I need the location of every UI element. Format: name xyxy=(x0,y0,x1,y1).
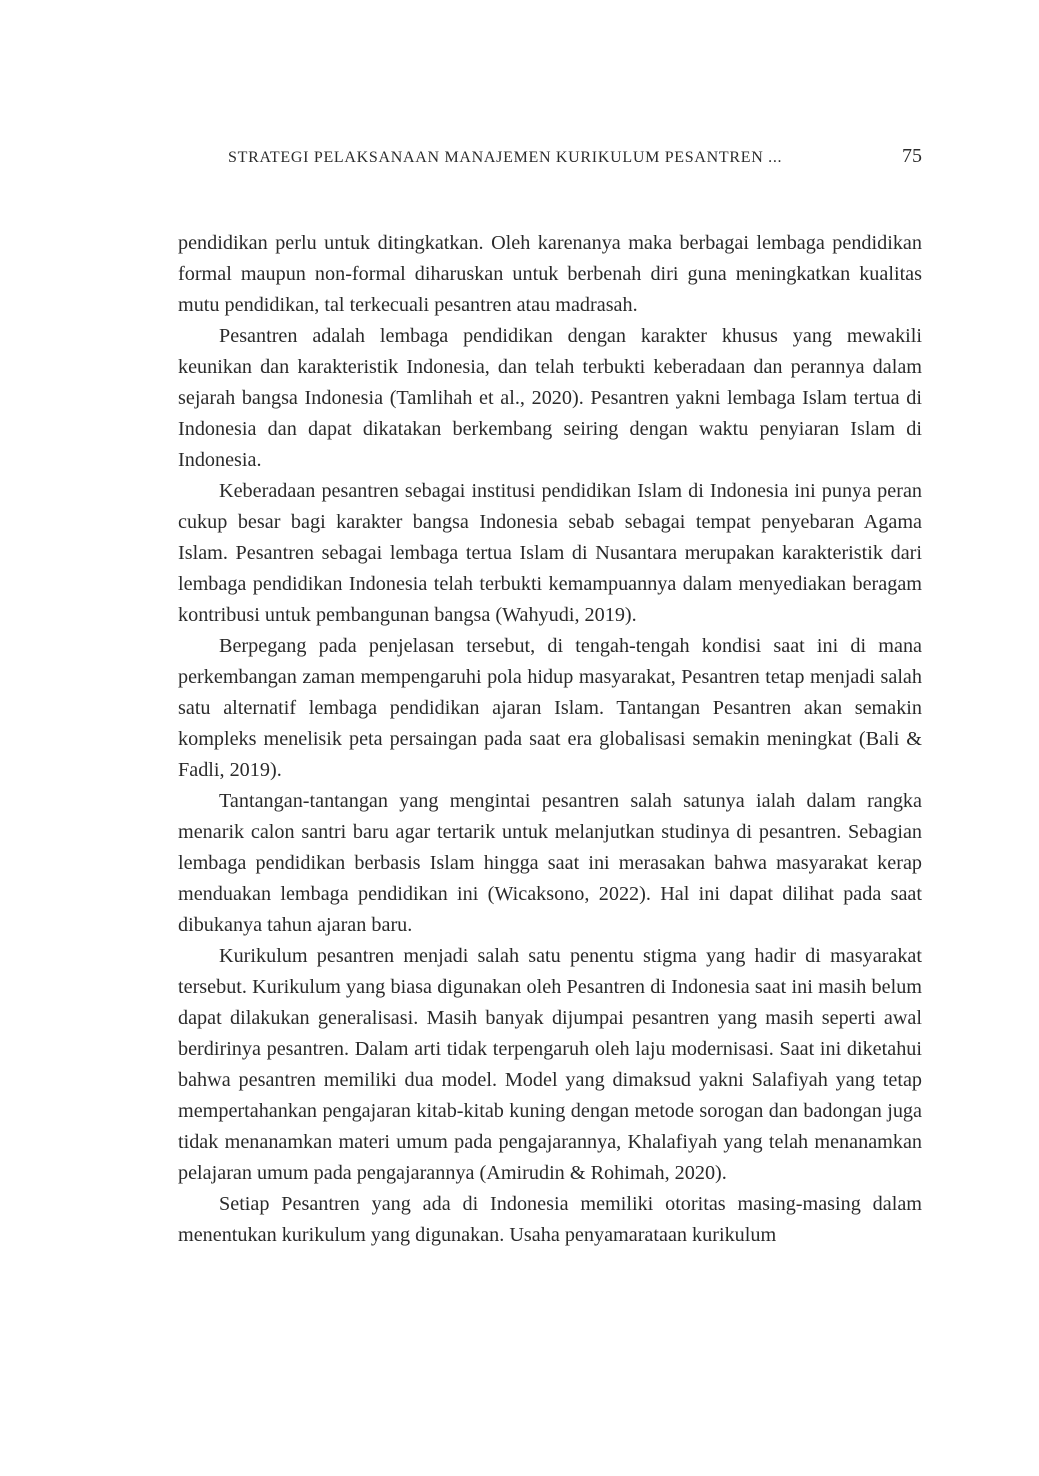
paragraph: Berpegang pada penjelasan tersebut, di tengah-tengah kondisi saat ini di mana perkembangan zaman mempengaruhi pola hidup masyarakat, Pesantren tetap menjadi salah satu alternatif lembaga pendidikan ajaran Islam. Tantangan Pesantren akan semakin kompleks menelisik peta persaingan pada saat era globalisasi semakin meningkat (Bali & Fadli, 2019). xyxy=(178,635,922,781)
paragraph: Kurikulum pesantren menjadi salah satu penentu stigma yang hadir di masyarakat tersebut. Kurikulum yang biasa digunakan oleh Pesantren di Indonesia saat ini masih belum dapat dilakukan generalisasi. Masih banyak dijumpai pesantren yang masih seperti awal berdirinya pesantren. Dalam arti tidak terpengaruh oleh laju modernisasi. Saat ini diketahui bahwa pesantren memiliki dua model. Model yang dimaksud yakni Salafiyah yang tetap mempertahankan pengajaran kitab-kitab kuning dengan metode sorogan dan badongan juga tidak menanamkan materi umum pada pengajarannya, Khalafiyah yang telah menanamkan pelajaran umum pada pengajarannya (Amirudin & Rohimah, 2020). xyxy=(178,945,922,1184)
paragraph: Tantangan-tantangan yang mengintai pesantren salah satunya ialah dalam rangka menarik calon santri baru agar tertarik untuk melanjutkan studinya di pesantren. Sebagian lembaga pendidikan berbasis Islam hingga saat ini merasakan bahwa masyarakat kerap menduakan lembaga pendidikan ini (Wicaksono, 2022). Hal ini dapat dilihat pada saat dibukanya tahun ajaran baru. xyxy=(178,790,922,936)
running-header xyxy=(228,145,922,169)
running-title: STRATEGI PELAKSANAAN MANAJEMEN KURIKULUM PESANTREN ... xyxy=(228,149,783,166)
page-number: 75 xyxy=(902,145,922,167)
paragraph: pendidikan perlu untuk ditingkatkan. Oleh karenanya maka berbagai lembaga pendidikan formal maupun non-formal diharuskan untuk berbenah diri guna meningkatkan kualitas mutu pendidikan, tal terkecuali pesantren atau madrasah. xyxy=(178,232,922,316)
paragraph: Keberadaan pesantren sebagai institusi pendidikan Islam di Indonesia ini punya peran cukup besar bagi karakter bangsa Indonesia sebab sebagai tempat penyebaran Agama Islam. Pesantren sebagai lembaga tertua Islam di Nusantara merupakan karakteristik dari lembaga pendidikan Indonesia telah terbukti kemampuannya dalam menyediakan beragam kontribusi untuk pembangunan bangsa (Wahyudi, 2019). xyxy=(178,480,922,626)
paragraph: Setiap Pesantren yang ada di Indonesia memiliki otoritas masing-masing dalam menentukan kurikulum yang digunakan. Usaha penyamarataan kurikulum xyxy=(178,1193,922,1246)
paragraph: Pesantren adalah lembaga pendidikan dengan karakter khusus yang mewakili keunikan dan karakteristik Indonesia, dan telah terbukti keberadaan dan perannya dalam sejarah bangsa Indonesia (Tamlihah et al., 2020). Pesantren yakni lembaga Islam tertua di Indonesia dan dapat dikatakan berkembang seiring dengan waktu penyiaran Islam di Indonesia. xyxy=(178,325,922,471)
body-text xyxy=(178,228,922,1251)
